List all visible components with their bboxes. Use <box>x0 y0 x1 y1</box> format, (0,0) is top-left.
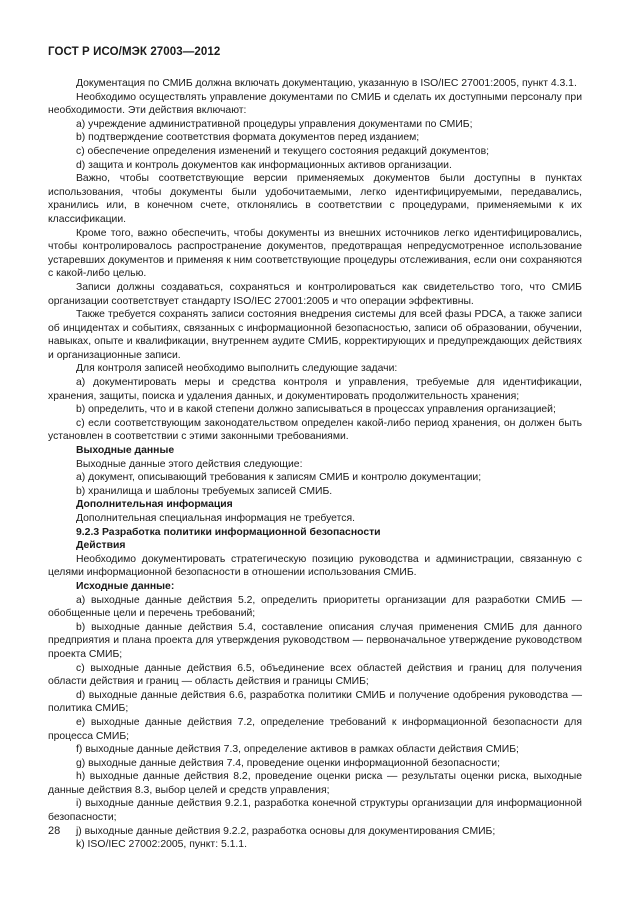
page-header: ГОСТ Р ИСО/МЭК 27003—2012 <box>48 46 221 58</box>
list-item: d) выходные данные действия 6.6, разработка политики СМИБ и получение одобрения руководства — политика СМИБ; <box>48 689 582 715</box>
list-item: a) документировать меры и средства контроля и управления, требуемые для идентификации, хранения, защиты, поиска и удаления данных, и документировать продолжительность хранения; <box>48 377 582 402</box>
list-item: b) выходные данные действия 5.4, составление описания случая применения СМИБ для данного предприятия и плана проекта для утверждения руководством — первоначальное утверждение руководством проекта СМИБ; <box>48 621 582 660</box>
paragraph: Необходимо документировать стратегическую позицию руководства и администрации, связанную с целями информационной безопасности в отношении использования СМИБ. <box>48 553 582 579</box>
list-item: a) учреждение административной процедуры управления документами по СМИБ; <box>76 118 473 130</box>
list-item: j) выходные данные действия 9.2.2, разработка основы для документирования СМИБ; <box>76 825 496 837</box>
paragraph: Также требуется сохранять записи состояния внедрения системы для всей фазы PDCA, а также записи об инцидентах и событиях, связанных с информационной безопасностью, записи об образовании, обучении, навыках, опыте и квалификации, внутреннем аудите СМИБ, корректирующих и предупреждающих действиях и организационные записи. <box>48 309 582 361</box>
list-item: a) выходные данные действия 5.2, определить приоритеты организации для разработки СМИБ — обобщенные цели и перечень требований; <box>48 594 582 620</box>
document-body <box>48 77 582 852</box>
list-item: k) ISO/IEC 27002:2005, пункт: 5.1.1. <box>76 839 247 851</box>
subheading-actions: Действия <box>76 540 126 552</box>
page-number: 28 <box>48 825 61 837</box>
list-item: c) выходные данные действия 6.5, объединение всех областей действия и границ для получения области действия и границ — область действия и границы СМИБ; <box>48 662 582 688</box>
paragraph: Документация по СМИБ должна включать документацию, указанную в ISO/IEC 27001:2005, пункт 4.3.1. <box>76 78 577 89</box>
paragraph: Выходные данные этого действия следующие: <box>76 458 303 470</box>
list-item: b) определить, что и в какой степени должно записываться в процессах управления организацией; <box>76 404 556 416</box>
paragraph: Необходимо осуществлять управление документами по СМИБ и сделать их доступными персоналу при необходимости. Эти действия включают: <box>48 91 582 117</box>
subheading-output: Выходные данные <box>76 445 175 457</box>
list-item: c) обеспечение определения изменений и текущего состояния редакций документов; <box>76 145 489 157</box>
subheading-input: Исходные данные: <box>76 580 175 592</box>
list-item: c) если соответствующим законодательством определен какой-либо период хранения, он должен быть установлен в соответствии с этими законными требованиями. <box>48 417 582 443</box>
section-heading: 9.2.3 Разработка политики информационной безопасности <box>76 526 381 538</box>
list-item: i) выходные данные действия 9.2.1, разработка конечной структуры организации для информационной безопасности; <box>48 798 582 824</box>
list-item: e) выходные данные действия 7.2, определение требований к информационной безопасности для процесса СМИБ; <box>48 716 582 742</box>
list-item: h) выходные данные действия 8.2, проведение оценки риска — результаты оценки риска, выходные данные действия 8.3, выбор целей и средств управления; <box>48 771 582 796</box>
paragraph: Записи должны создаваться, сохраняться и контролироваться как свидетельство того, что СМИБ организации соответствует стандарту ISO/IEC 27001:2005 и что операции эффективны. <box>48 281 582 307</box>
subheading-additional-info: Дополнительная информация <box>76 499 233 511</box>
paragraph: Дополнительная специальная информация не требуется. <box>76 513 355 524</box>
paragraph: Для контроля записей необходимо выполнить следующие задачи: <box>76 363 398 375</box>
list-item: g) выходные данные действия 7.4, проведение оценки информационной безопасности; <box>76 757 500 769</box>
paragraph: Кроме того, важно обеспечить, чтобы документы из внешних источников легко идентифицировались, чтобы контролировалось распространение документов, предотвращая непредусмотренное использование устаревших документов и применяя к ним соответствующие процедуры отслеживания, если они сохраняются с какой-либо целью. <box>48 227 582 280</box>
paragraph: Важно, чтобы соответствующие версии применяемых документов были доступны в пунктах использования, чтобы документы были удобочитаемыми, легко идентифицируемыми, передавались, хранились или, в конечном счете, отклонялись в соответствии с процедурами, применяемыми к их классификации. <box>48 173 582 225</box>
list-item: b) хранилища и шаблоны требуемых записей СМИБ. <box>76 485 333 497</box>
list-item: a) документ, описывающий требования к записям СМИБ и контролю документации; <box>76 472 482 484</box>
list-item: f) выходные данные действия 7.3, определение активов в рамках области действия СМИБ; <box>76 744 519 756</box>
list-item: d) защита и контроль документов как информационных активов организации. <box>76 159 452 171</box>
list-item: b) подтверждение соответствия формата документов перед изданием; <box>76 132 420 144</box>
